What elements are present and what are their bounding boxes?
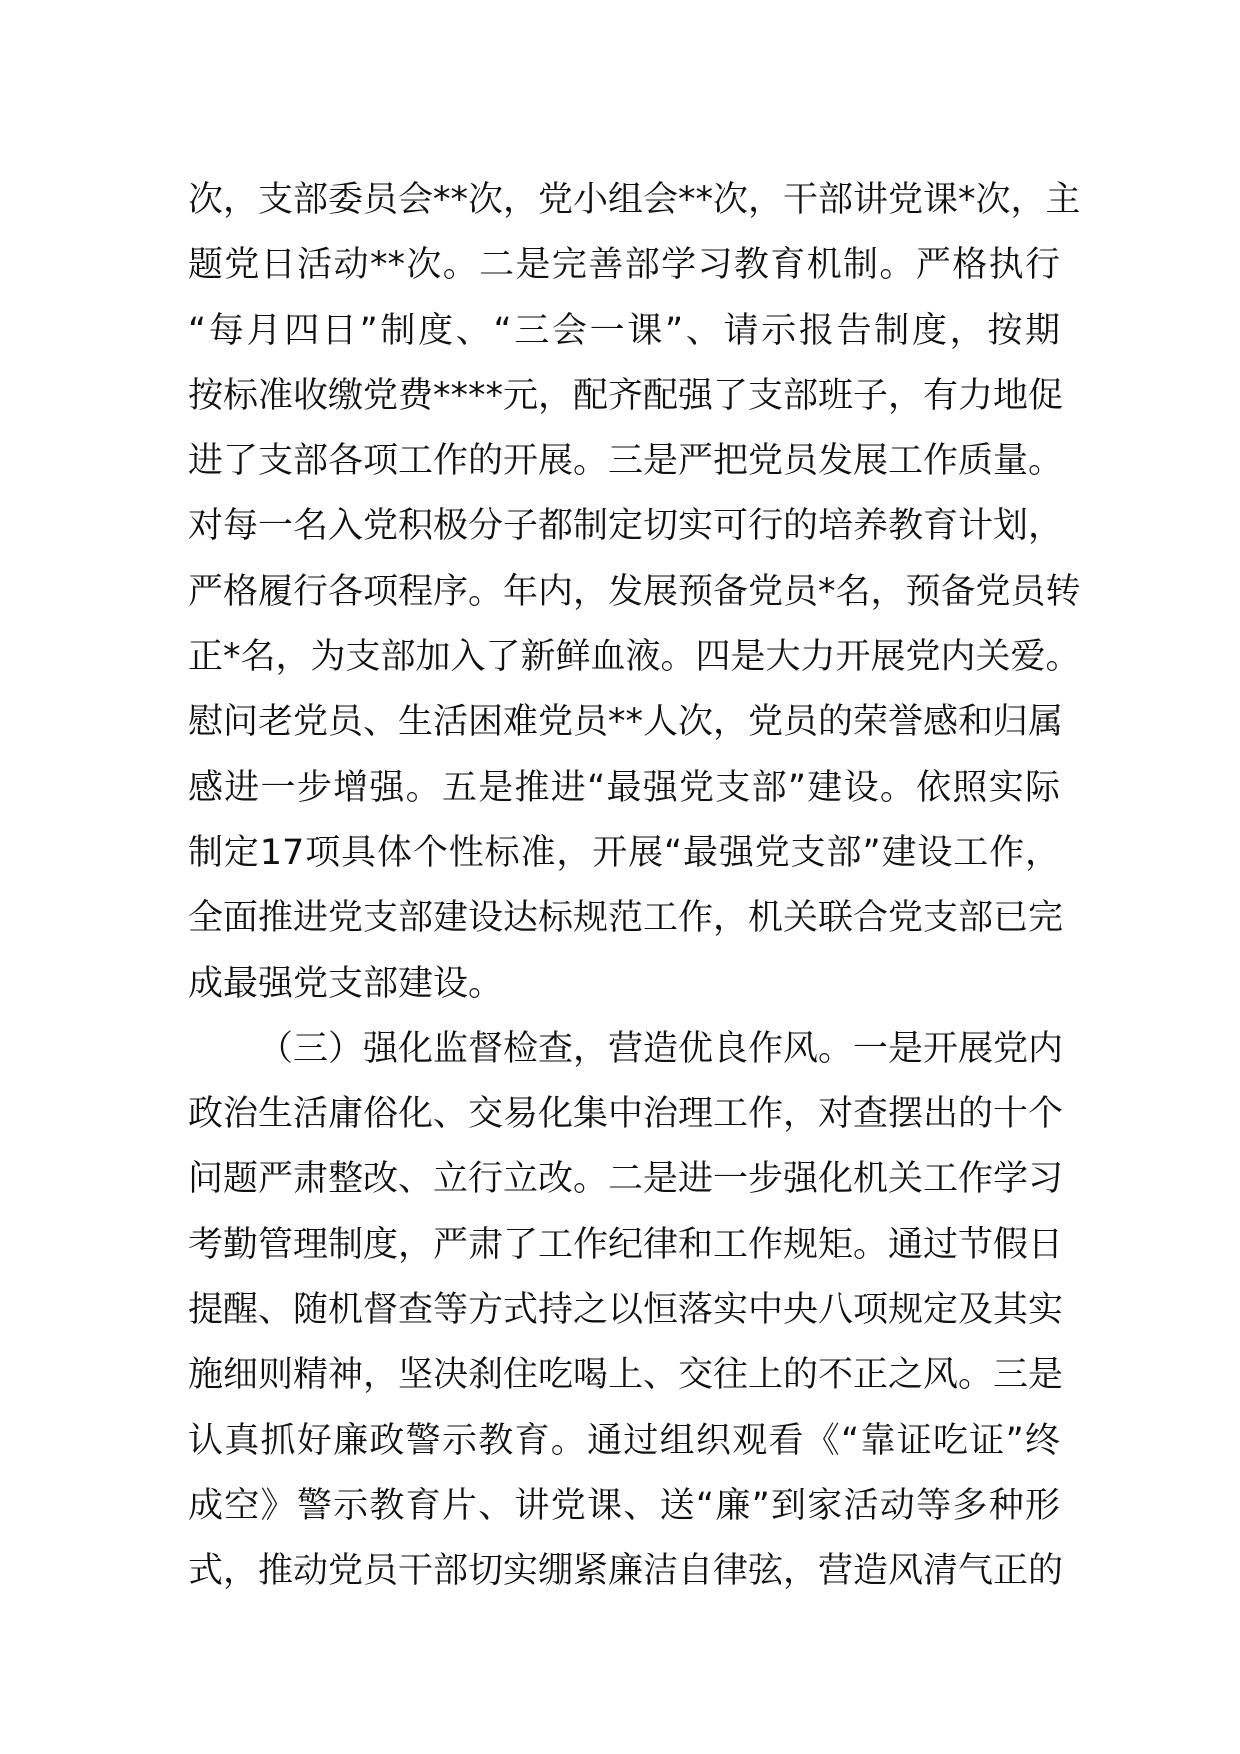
text-line: 正*名，为支部加入了新鲜血液。四是大力开展党内关爱。 <box>188 637 1081 678</box>
text-line: 全面推进党支部建设达标规范工作，机关联合党支部已完 <box>188 898 1064 939</box>
text-line: 成空》警示教育片、讲党课、送“廉”到家活动等多种形 <box>188 1485 1060 1526</box>
text-line: 认真抓好廉政警示教育。通过组织观看《“靠证吃证”终 <box>188 1420 1060 1461</box>
text-line: 式，推动党员干部切实绷紧廉洁自律弦，营造风清气正的 <box>188 1551 1064 1592</box>
text-line: 次，支部委员会**次，党小组会**次，干部讲党课*次，主 <box>188 180 1081 220</box>
text-line: 问题严肃整改、立行立改。二是进一步强化机关工作学习 <box>188 1159 1064 1200</box>
text-line: 慰问老党员、生活困难党员**人次，党员的荣誉感和归属 <box>188 702 1064 743</box>
text-line: 考勤管理制度，严肃了工作纪律和工作规矩。通过节假日 <box>188 1224 1064 1265</box>
paragraph-end-line: 成最强党支部建设。 <box>188 963 504 1004</box>
text-line: 按标准收缴党费****元，配齐配强了支部班子，有力地促 <box>188 375 1064 416</box>
text-line: 制定17项具体个性标准，开展“最强党支部”建设工作， <box>188 832 1060 873</box>
text-line: 感进一步增强。五是推进“最强党支部”建设。依照实际 <box>188 767 1060 808</box>
text-line: 对每一名入党积极分子都制定切实可行的培养教育计划， <box>188 506 1064 547</box>
text-line: 政治生活庸俗化、交易化集中治理工作，对查摆出的十个 <box>188 1094 1064 1135</box>
text-line: 严格履行各项程序。年内，发展预备党员*名，预备党员转 <box>188 571 1081 612</box>
text-line: “每月四日”制度、“三会一课”、请示报告制度，按期 <box>188 310 1060 351</box>
section-heading-line: （三）强化监督检查，营造优良作风。一是开展党内 <box>258 1028 1064 1069</box>
text-line: 进了支部各项工作的开展。三是严把党员发展工作质量。 <box>188 441 1064 482</box>
text-line: 施细则精神，坚决刹住吃喝上、交往上的不正之风。三是 <box>188 1355 1064 1396</box>
text-line: 提醒、随机督查等方式持之以恒落实中央八项规定及其实 <box>188 1290 1064 1331</box>
text-line: 题党日活动**次。二是完善部学习教育机制。严格执行 <box>188 245 1060 286</box>
body-text <box>188 168 1081 1605</box>
